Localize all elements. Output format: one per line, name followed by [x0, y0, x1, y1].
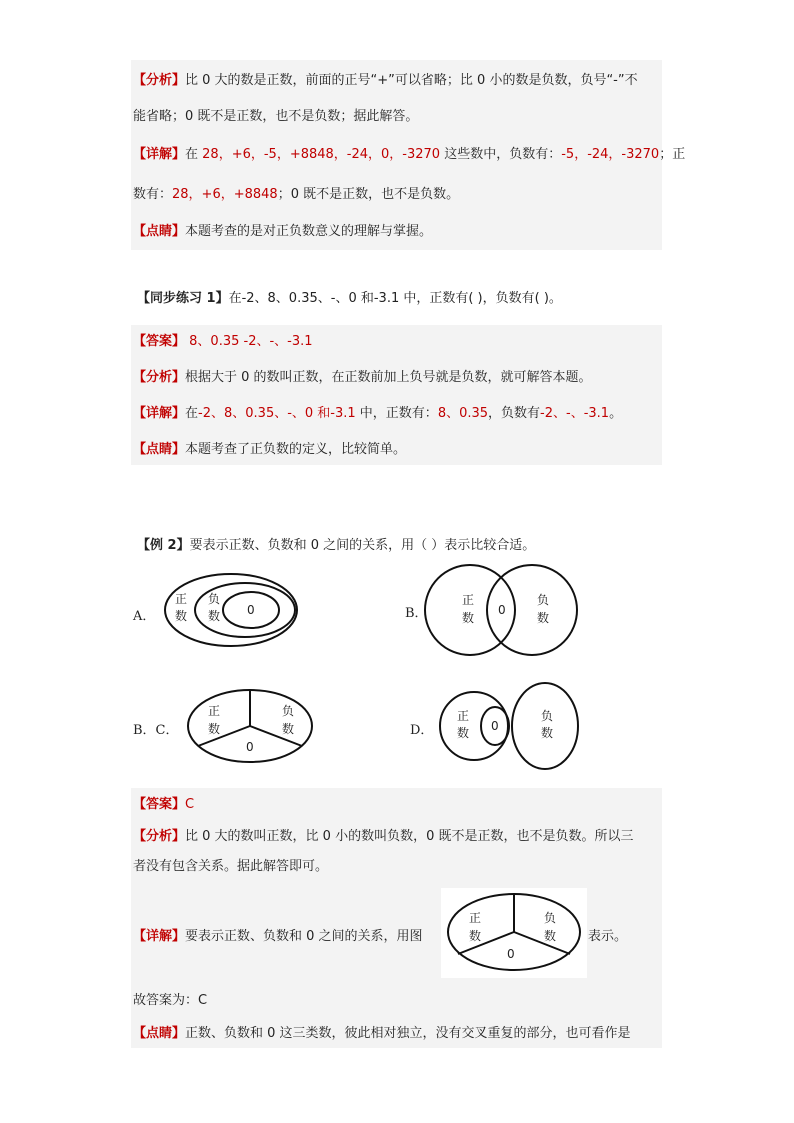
option-c-diagram [186, 688, 316, 764]
label-zero: 0 [247, 603, 255, 617]
option-d-label: D． [410, 723, 434, 738]
label-shu: 数 [462, 611, 475, 625]
label-fu: 负 [208, 592, 221, 606]
label-zero: 0 [498, 603, 506, 617]
label-zero: 0 [491, 719, 499, 733]
label-zheng: 正 [457, 709, 470, 723]
detail-line: 数有：28，+6，+8848；0 既不是正数，也不是负数。 [133, 187, 460, 202]
analysis-line: 能省略；0 既不是正数，也不是负数；据此解答。 [133, 109, 419, 124]
option-c-label: B．C． [133, 723, 179, 738]
label-shu: 数 [282, 722, 295, 736]
label-fu: 负 [537, 593, 550, 607]
detail-figure-diagram [441, 888, 587, 978]
analysis-line: 【分析】比 0 大的数叫正数，比 0 小的数叫负数，0 既不是正数，也不是负数。所以三 [133, 829, 634, 844]
option-b-diagram [430, 562, 580, 662]
label-shu: 数 [537, 611, 550, 625]
label-zheng: 正 [469, 911, 482, 925]
option-a-diagram [163, 570, 303, 650]
label-zero: 0 [246, 740, 254, 754]
label-shu: 数 [208, 609, 221, 623]
option-b-label: B． [405, 606, 428, 621]
option-a-label: A． [133, 609, 156, 624]
label-zheng: 正 [175, 592, 188, 606]
detail-line: 【详解】在 28，+6，-5，+8848，-24，0，-3270 这些数中，负数有：-5，-24，-3270；正 [133, 147, 686, 162]
label-fu: 负 [282, 704, 295, 718]
comment-line: 【点睛】本题考查的是对正负数意义的理解与掌握。 [133, 224, 433, 239]
answer-line: 【答案】 8、0.35 -2、-、-3.1 [133, 334, 313, 349]
label-shu: 数 [469, 929, 482, 943]
label-fu: 负 [541, 709, 554, 723]
label-shu: 数 [457, 726, 470, 740]
final-answer: 故答案为：C [133, 993, 208, 1008]
detail-line: 【详解】要表示正数、负数和 0 之间的关系，用图 [133, 929, 423, 944]
label-shu: 数 [544, 929, 557, 943]
answer-line: 【答案】C [133, 797, 195, 812]
analysis-line: 【分析】根据大于 0 的数叫正数，在正数前加上负号就是负数，就可解答本题。 [133, 370, 592, 385]
example-question: 【例 2】要表示正数、负数和 0 之间的关系，用（ ）表示比较合适。 [137, 538, 536, 553]
label-shu: 数 [175, 609, 188, 623]
detail-line: 【详解】在-2、8、0.35、-、0 和-3.1 中，正数有：8、0.35，负数有-2、-、-3.1。 [133, 406, 623, 421]
label-shu: 数 [541, 726, 554, 740]
comment-line: 【点睛】本题考查了正负数的定义，比较简单。 [133, 442, 407, 457]
detail-line-tail: 表示。 [588, 929, 628, 944]
analysis-line: 者没有包含关系。据此解答即可。 [133, 859, 329, 874]
label-zero: 0 [507, 947, 515, 961]
label-zheng: 正 [208, 704, 221, 718]
label-fu: 负 [544, 911, 557, 925]
option-d-diagram [438, 680, 583, 772]
comment-line: 【点睛】正数、负数和 0 这三类数，彼此相对独立，没有交叉重复的部分，也可看作是 [133, 1026, 631, 1041]
label-shu: 数 [208, 722, 221, 736]
analysis-line: 【分析】比 0 大的数是正数，前面的正号“+”可以省略；比 0 小的数是负数，负号“-”不 [133, 73, 638, 88]
practice-question: 【同步练习 1】在-2、8、0.35、-、0 和-3.1 中，正数有( )，负数有( )。 [137, 291, 562, 306]
label-zheng: 正 [462, 593, 475, 607]
detail-figure [441, 888, 587, 978]
